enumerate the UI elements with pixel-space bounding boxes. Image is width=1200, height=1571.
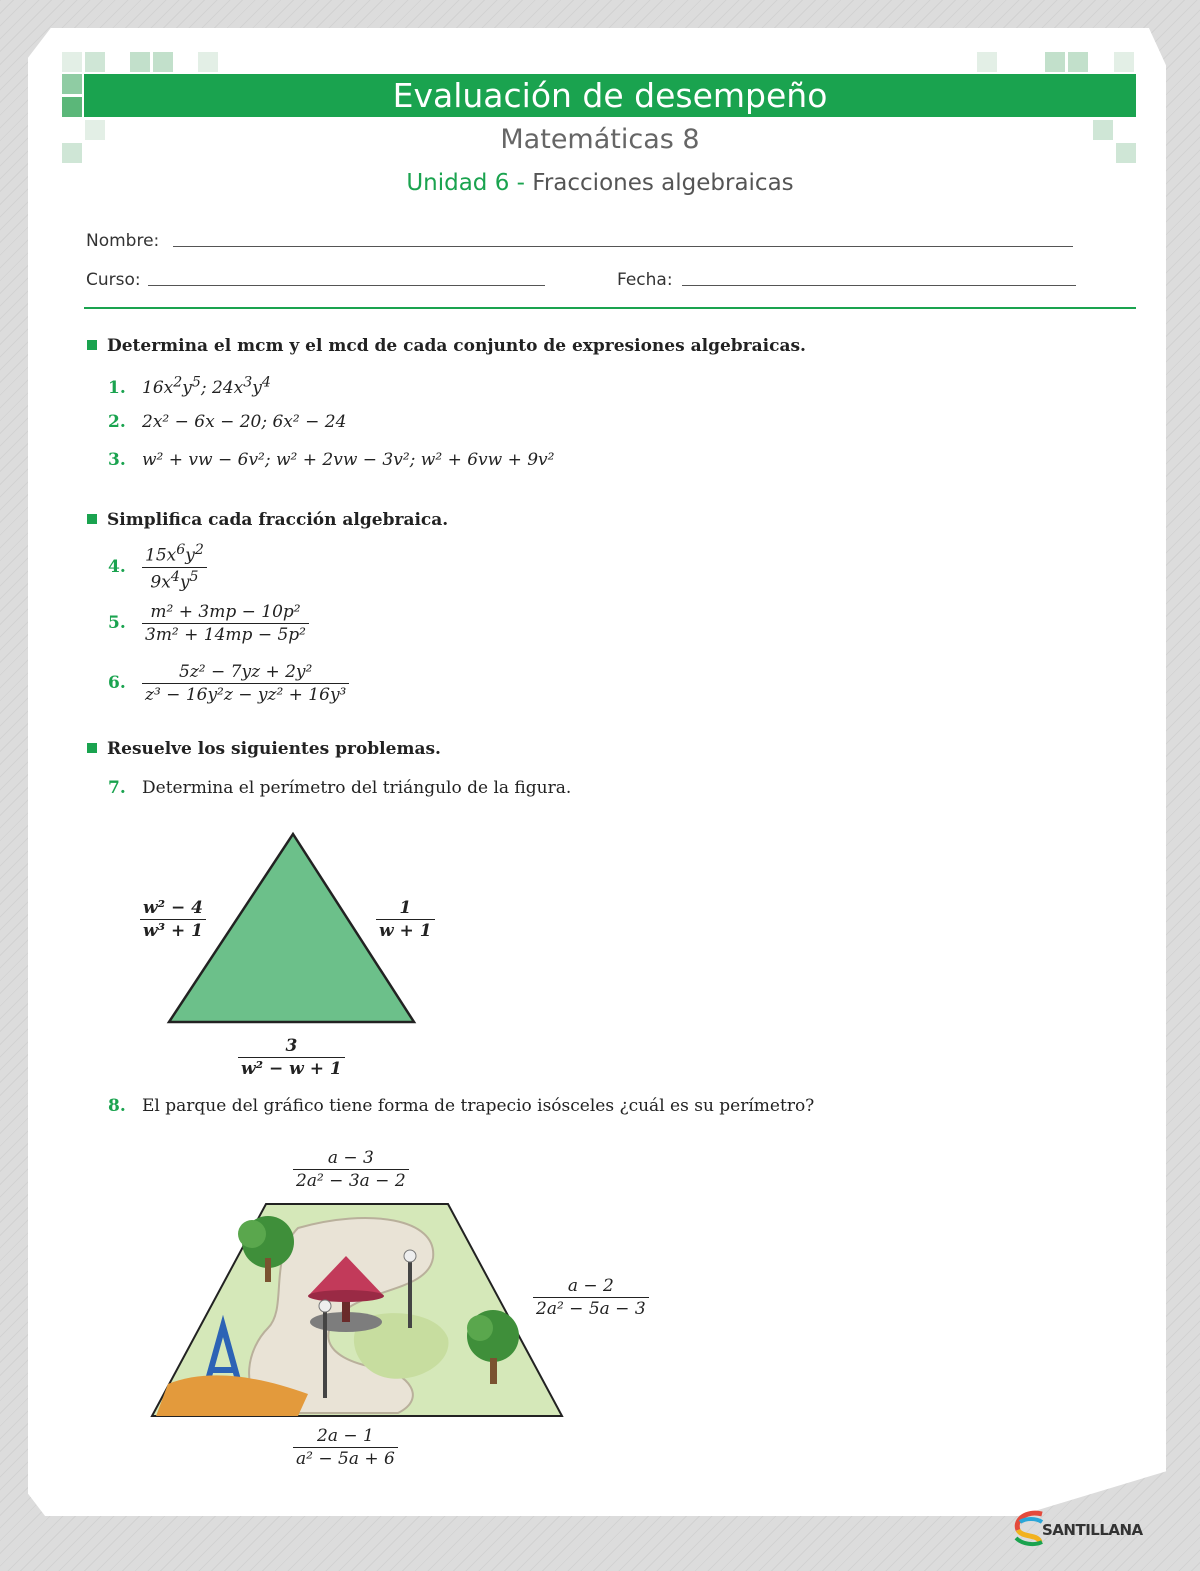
bullet-icon — [87, 340, 97, 350]
date-field[interactable] — [682, 285, 1076, 286]
course-field[interactable] — [148, 285, 545, 286]
date-label: Fecha: — [617, 270, 673, 290]
course-label: Curso: — [86, 270, 141, 290]
section-3-instruction: Resuelve los siguientes problemas. — [87, 739, 441, 759]
exercise-3: 3. w² + vw − 6v²; w² + 2vw − 3v²; w² + 6vw + 9v² — [108, 450, 555, 470]
unit-name: Fracciones algebraicas — [532, 170, 794, 196]
exercise-8: 8. El parque del gráfico tiene forma de trapecio isósceles ¿cuál es su perímetro? — [108, 1096, 815, 1116]
bullet-icon — [87, 743, 97, 753]
trapezoid-bottom-label: $\frac{2a - 1}{\text{a² − 5a + 6}}$ — [293, 1426, 398, 1469]
trapezoid-top-label: $\frac{a - 3}{\text{2a² − 3a − 2}}$ — [293, 1148, 409, 1191]
triangle-right-label: $\frac{1}{w + 1}$ — [376, 898, 435, 941]
exercise-6-fraction: $\frac{\text{5z² − 7yz + 2y²}}{\text{z³ − 16y²z − yz² + 16y³}}$ — [142, 662, 349, 705]
exercise-7: 7. Determina el perímetro del triángulo de la figura. — [108, 778, 572, 798]
header-divider — [84, 307, 1136, 309]
title-banner — [84, 74, 1136, 117]
exercise-5-fraction: $\frac{\text{m² + 3mp − 10p²}}{\text{3m² + 14mp − 5p²}}$ — [142, 602, 309, 645]
exercise-1: 1. $16x^2y^5$; $24x^3y^4$ — [108, 374, 271, 398]
unit-number: Unidad 6 - — [406, 170, 525, 196]
exercise-2: 2. 2x² − 6x − 20; 6x² − 24 — [108, 412, 347, 432]
exercise-5: 5. $\frac{\text{m² + 3mp − 10p²}}{\text{3m² + 14mp − 5p²}}$ — [108, 602, 309, 645]
unit-title — [0, 170, 1200, 196]
name-label: Nombre: — [86, 231, 160, 251]
santillana-logo-icon — [1012, 1508, 1046, 1548]
exercise-1-expression: $16x^2y^5$; $24x^3y^4$ — [142, 374, 271, 398]
name-field[interactable] — [173, 246, 1073, 247]
subject-title: Matemáticas 8 — [500, 124, 700, 155]
exercise-4-fraction: $\frac{15x^6y^2}{9x^4y^5}$ — [142, 542, 207, 592]
santillana-logo-text: SANTILLANA — [1042, 1521, 1143, 1539]
section-2-instruction: Simplifica cada fracción algebraica. — [87, 510, 448, 530]
section-1-instruction: Determina el mcm y el mcd de cada conjunto de expresiones algebraicas. — [87, 336, 806, 356]
exercise-4: 4. $\frac{15x^6y^2}{9x^4y^5}$ — [108, 542, 207, 592]
park-illustration — [148, 1198, 568, 1420]
bullet-icon — [87, 514, 97, 524]
page-title: Evaluación de desempeño — [392, 76, 828, 115]
triangle-left-label: $\frac{\text{w² − 4}}{\text{w³ + 1}}$ — [140, 898, 206, 941]
trapezoid-right-label: $\frac{a - 2}{\text{2a² − 5a − 3}}$ — [533, 1276, 649, 1319]
exercise-6: 6. $\frac{\text{5z² − 7yz + 2y²}}{\text{z³ − 16y²z − yz² + 16y³}}$ — [108, 662, 349, 705]
triangle-base-label: $\frac{3}{\text{w² − w + 1}}$ — [238, 1036, 345, 1079]
